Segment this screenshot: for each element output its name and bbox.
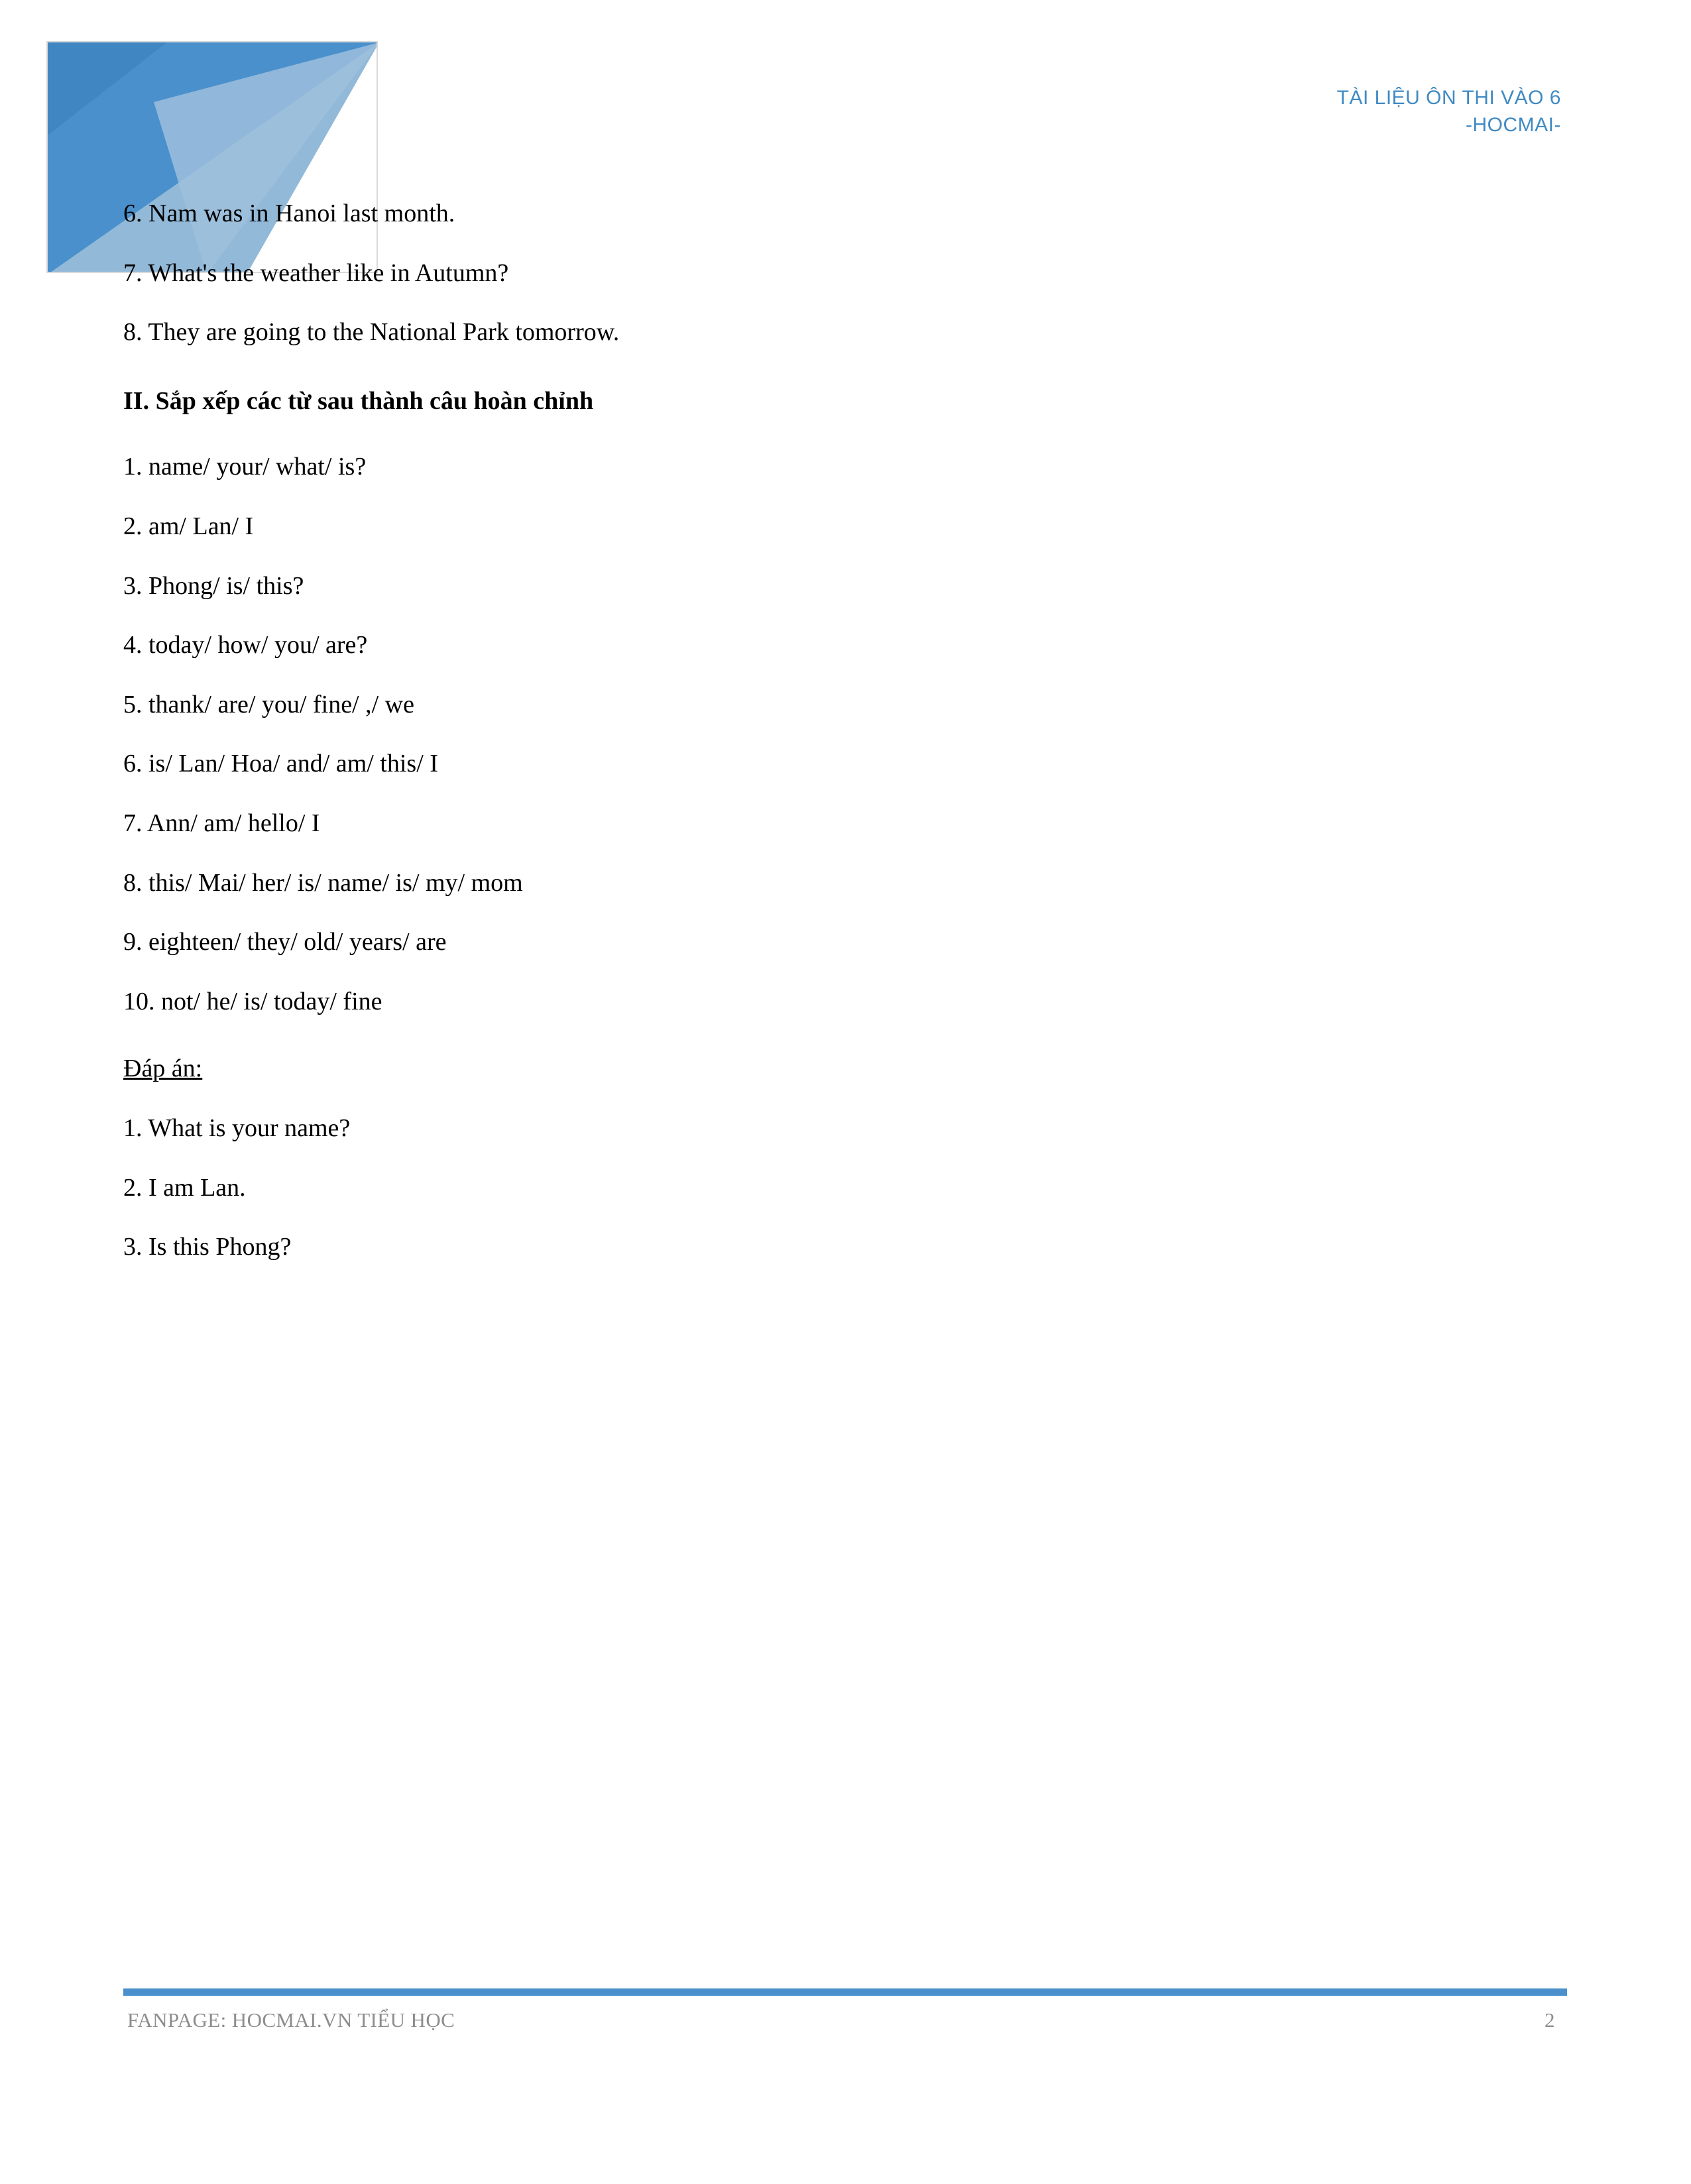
footer-fanpage-text: FANPAGE: HOCMAI.VN TIỂU HỌC bbox=[127, 2008, 455, 2032]
document-body bbox=[123, 199, 1568, 1292]
exercise-line: 6. Nam was in Hanoi last month. bbox=[123, 200, 455, 227]
exercise-line: 8. They are going to the National Park tomorrow. bbox=[123, 318, 620, 347]
header-title-line2: -HOCMAI- bbox=[1466, 113, 1561, 136]
answer-line: 3. Is this Phong? bbox=[123, 1233, 292, 1261]
exercise-line: 10. not/ he/ is/ today/ fine bbox=[123, 987, 382, 1015]
exercise-line: 6. is/ Lan/ Hoa/ and/ am/ this/ I bbox=[123, 750, 438, 778]
exercise-line: 7. What's the weather like in Autumn? bbox=[123, 259, 509, 287]
document-header-title bbox=[1337, 85, 1561, 139]
exercise-line: 2. am/ Lan/ I bbox=[123, 512, 254, 540]
answers-label: Đáp án: bbox=[123, 1055, 203, 1083]
exercise-line: 4. today/ how/ you/ are? bbox=[123, 631, 368, 660]
exercise-line: 8. this/ Mai/ her/ is/ name/ is/ my/ mom bbox=[123, 868, 523, 897]
exercise-line: 3. Phong/ is/ this? bbox=[123, 571, 304, 600]
header-title-line1: TÀI LIỆU ÔN THI VÀO 6 bbox=[1336, 87, 1561, 109]
page-number: 2 bbox=[1545, 2008, 1555, 2032]
exercise-line: 9. eighteen/ they/ old/ years/ are bbox=[123, 928, 447, 956]
exercise-line: 5. thank/ are/ you/ fine/ ,/ we bbox=[123, 690, 414, 718]
answer-line: 1. What is your name? bbox=[123, 1114, 351, 1142]
footer-divider bbox=[123, 1988, 1567, 1996]
exercise-line: 7. Ann/ am/ hello/ I bbox=[123, 809, 320, 837]
section-heading: II. Sắp xếp các từ sau thành câu hoàn chỉnh bbox=[123, 386, 594, 415]
answer-line: 2. I am Lan. bbox=[123, 1173, 246, 1202]
exercise-line: 1. name/ your/ what/ is? bbox=[123, 453, 367, 481]
